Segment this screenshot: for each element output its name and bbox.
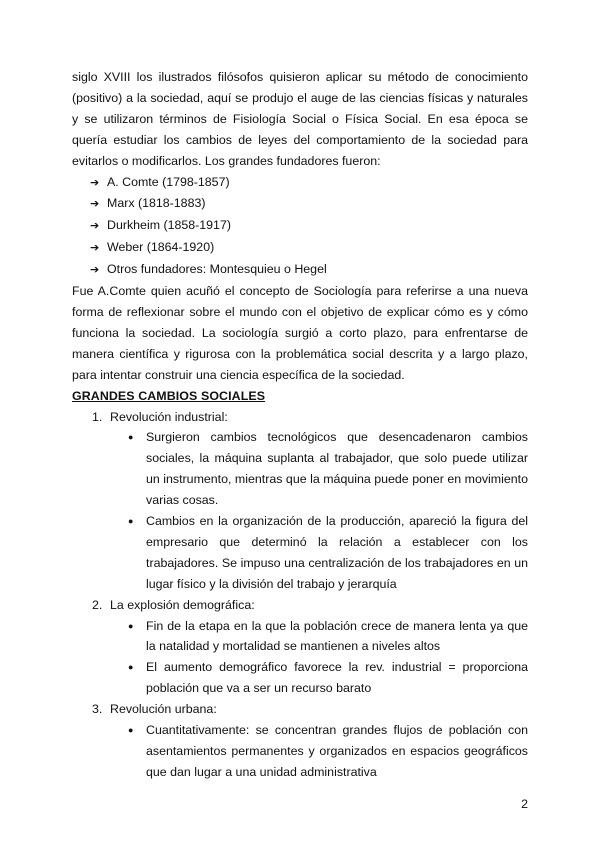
section-title: GRANDES CAMBIOS SOCIALES [72, 388, 266, 403]
bullet-text: Cambios en la organización de la producción, apareció la figura del empresario que determinó la relación a establecer con los trabajadores. Se impuso una centralización de los trabajadores en un lugar físico y la división del trabajo y jerarquía [146, 514, 528, 591]
founder-name: A. Comte (1798-1857) [107, 174, 230, 189]
founders-list [72, 172, 528, 282]
bullet-list [72, 427, 528, 594]
list-item [128, 511, 528, 595]
arrow-icon: ➔ [90, 263, 100, 277]
list-item [90, 193, 528, 215]
comte-paragraph: Fue A.Comte quien acuñó el concepto de Sociología para referirse a una nueva forma de reflexionar sobre el mundo con el objetivo de explicar cómo es y cómo funciona la sociedad. La sociología surgió a corto plazo, para enfrentarse de manera científica y rigurosa con la problemática social descrita y a largo plazo, para intentar construir una ciencia específica de la sociedad. [72, 284, 528, 382]
list-item-urban [72, 699, 528, 783]
bullet-text: Surgieron cambios tecnológicos que desencadenaron cambios sociales, la máquina suplanta al trabajador, que solo puede utilizar un instrumento, mientras que la máquina puede poner en movimiento varias cosas. [146, 430, 528, 508]
item-heading: Revolución urbana: [110, 702, 217, 717]
intro-paragraph: siglo XVIII los ilustrados filósofos quisieron aplicar su método de conocimiento (positivo) a la sociedad, aquí se produjo el auge de las ciencias físicas y naturales y se utilizaron términos de Fisiología Social o Física Social. En esa época se quería estudiar los cambios de leyes del comportamiento de la sociedad para evitarlos o modificarlos. Los grandes fundadores fueron: [72, 70, 528, 168]
list-item [90, 215, 528, 237]
bullet-icon: ● [128, 662, 134, 673]
list-item [128, 427, 528, 511]
bullet-text: Fin de la etapa en la que la población crece de manera lenta ya que la natalidad y mortalidad se mantienen a niveles altos [146, 618, 528, 654]
arrow-icon: ➔ [90, 219, 100, 233]
list-item [90, 259, 528, 281]
list-item [90, 172, 528, 194]
bullet-list [72, 616, 528, 700]
list-item-industrial [72, 407, 528, 595]
document-page [72, 67, 528, 783]
item-heading: La explosión demográfica: [110, 597, 255, 612]
item-heading: Revolución industrial: [110, 409, 228, 424]
changes-list [72, 407, 528, 783]
page-number: 2 [521, 797, 528, 811]
list-item [90, 237, 528, 259]
bullet-icon: ● [128, 432, 134, 443]
arrow-icon: ➔ [90, 175, 100, 189]
arrow-icon: ➔ [90, 241, 100, 255]
list-item-demographic [72, 595, 528, 700]
list-item [128, 720, 528, 783]
bullet-list [72, 720, 528, 783]
founder-name: Weber (1864-1920) [107, 240, 215, 255]
item-number: 1. [92, 409, 103, 424]
bullet-icon: ● [128, 516, 134, 527]
founder-name: Durkheim (1858-1917) [107, 218, 231, 233]
bullet-text: Cuantitativamente: se concentran grandes flujos de población con asentamientos permanentes y organizados en espacios geográficos que dan lugar a una unidad administrativa [146, 723, 528, 779]
bullet-text: El aumento demográfico favorece la rev. industrial = proporciona población que va a ser un recurso barato [146, 660, 528, 696]
bullet-icon: ● [128, 725, 134, 736]
item-number: 3. [92, 702, 103, 717]
arrow-icon: ➔ [90, 197, 100, 211]
founder-name: Otros fundadores: Montesquieu o Hegel [107, 262, 327, 277]
item-number: 2. [92, 597, 103, 612]
list-item [128, 657, 528, 699]
list-item [128, 616, 528, 658]
bullet-icon: ● [128, 620, 134, 631]
founder-name: Marx (1818-1883) [107, 196, 206, 211]
